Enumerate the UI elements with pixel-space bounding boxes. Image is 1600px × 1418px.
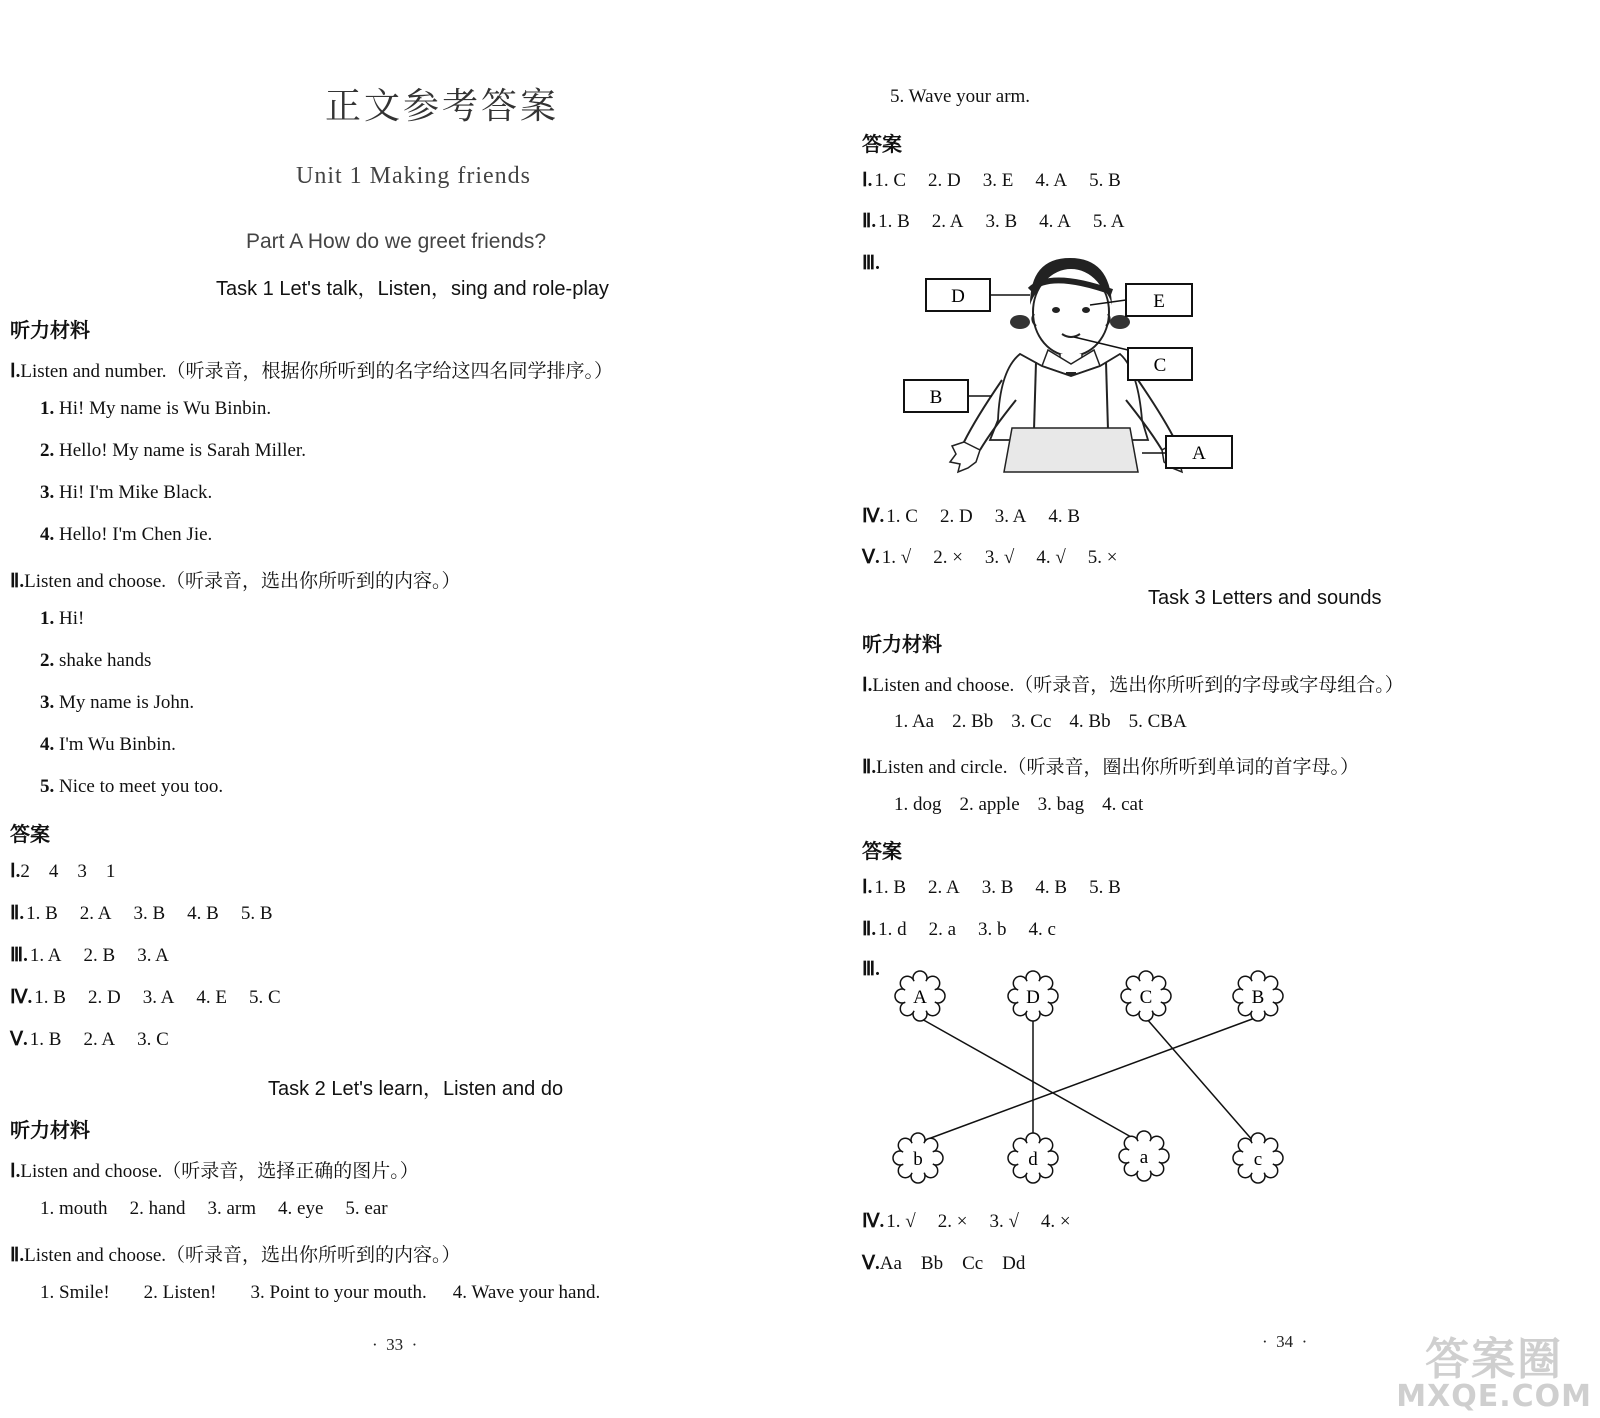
answer-item: 2. D xyxy=(87,987,121,1008)
instruction-text: Listen and circle.（听录音，圈出你所听到单词的首字母。） xyxy=(876,757,1359,778)
roman-numeral xyxy=(862,252,880,275)
skirt xyxy=(1004,428,1138,472)
answer-item: 1. B xyxy=(26,903,58,924)
answer-item: 4. A xyxy=(1039,211,1071,232)
answer-row xyxy=(10,902,295,925)
answer-item: 4. A xyxy=(1035,170,1068,191)
instruction-line xyxy=(10,1156,419,1183)
flower-label: a xyxy=(1139,1147,1149,1168)
answer-row xyxy=(862,1252,1025,1275)
item-row xyxy=(40,1198,410,1220)
instruction-text: Listen and choose.（听录音，选择正确的图片。） xyxy=(20,1161,419,1182)
roman-numeral: Ⅲ. xyxy=(10,945,28,966)
answer-item: 2. a xyxy=(928,919,957,940)
list-item: 3. bag xyxy=(1037,794,1085,815)
answer-item: 1. B xyxy=(29,1029,62,1050)
list-item xyxy=(40,650,151,672)
roman-numeral xyxy=(862,958,880,981)
flower-label: D xyxy=(1026,987,1040,1008)
answer-row xyxy=(10,944,191,967)
instruction-line xyxy=(10,356,613,383)
answer-item: 5. B xyxy=(1089,877,1121,898)
answer-item: 1. C xyxy=(886,506,918,527)
answer-item: 4. E xyxy=(196,987,228,1008)
roman-numeral: Ⅳ. xyxy=(862,1211,885,1232)
instruction-line xyxy=(862,752,1359,779)
item-number: 3. xyxy=(40,692,55,713)
task1-title: Task 1 Let's talk，Listen，sing and role-play xyxy=(216,278,609,300)
list-item: 1. mouth xyxy=(40,1198,108,1219)
roman-numeral: Ⅳ. xyxy=(862,506,885,527)
continued-item: 5. Wave your arm. xyxy=(890,86,1031,107)
item-row xyxy=(894,794,1165,816)
item-text: Hi! I'm Mike Black. xyxy=(59,482,213,503)
instruction-line xyxy=(10,1240,461,1267)
listening-heading: 听力材料 xyxy=(862,632,942,656)
pigtail-right xyxy=(1110,315,1130,329)
flower-label: B xyxy=(1251,987,1265,1008)
list-item: 5. ear xyxy=(345,1198,388,1219)
item-text: My name is John. xyxy=(59,692,195,713)
answer-item: 2. D xyxy=(928,170,961,191)
list-item xyxy=(40,776,223,798)
answer-item: 1. C xyxy=(874,170,907,191)
item-text: Hello! I'm Chen Jie. xyxy=(59,524,213,545)
answer-item: 3. A xyxy=(142,987,175,1008)
item-row xyxy=(894,711,1209,733)
list-item: 1. Smile! xyxy=(40,1282,110,1303)
answer-item: 2. A xyxy=(928,877,960,898)
label-b: B xyxy=(929,387,943,408)
list-item xyxy=(40,440,306,462)
watermark xyxy=(1396,1334,1592,1414)
answer-row xyxy=(862,546,1140,569)
roman-numeral: Ⅰ. xyxy=(10,861,21,882)
answer-item: 1. A xyxy=(29,945,62,966)
figure-roman: Ⅲ. xyxy=(862,253,880,274)
hand-left-icon xyxy=(950,442,980,472)
answer-row xyxy=(862,918,1078,941)
flower-label: c xyxy=(1253,1149,1263,1170)
answer-item: 1. B xyxy=(34,987,66,1008)
item-number: 1. xyxy=(40,608,55,629)
answer-item: 3. E xyxy=(982,170,1014,191)
match-line-c xyxy=(1146,1018,1254,1142)
list-item xyxy=(40,734,176,756)
answer-row xyxy=(862,210,1147,233)
roman-numeral: Ⅴ. xyxy=(10,1029,28,1050)
list-item xyxy=(40,398,271,420)
roman-numeral: Ⅳ. xyxy=(10,987,33,1008)
answer-item: 3. A xyxy=(994,506,1027,527)
answer-item: 1. √ xyxy=(881,547,912,568)
item-text: Hello! My name is Sarah Miller. xyxy=(59,440,306,461)
answer-item: 2. B xyxy=(83,945,116,966)
answer-row xyxy=(862,169,1143,192)
answer-text: Aa Bb Cc Dd xyxy=(879,1253,1026,1274)
list-item xyxy=(40,608,84,630)
answers-heading: 答案 xyxy=(862,132,902,156)
item-text: Hi! xyxy=(59,608,85,629)
instruction-text: Listen and choose.（听录音，选出你所听到的内容。） xyxy=(24,1245,461,1266)
answer-row xyxy=(10,860,115,883)
page-number: · 33 · xyxy=(372,1335,418,1354)
matching-roman: Ⅲ. xyxy=(862,959,880,980)
answer-item: 4. √ xyxy=(1036,547,1066,568)
list-item: 2. hand xyxy=(129,1198,186,1219)
answer-item: 4. B xyxy=(1048,506,1081,527)
answer-item: 4. B xyxy=(1035,877,1068,898)
answer-item: 4. × xyxy=(1040,1211,1071,1232)
item-text: Nice to meet you too. xyxy=(59,776,224,797)
list-item: 4. eye xyxy=(278,1198,324,1219)
roman-numeral: Ⅱ. xyxy=(10,1245,25,1266)
list-item xyxy=(40,524,212,546)
instruction-line xyxy=(862,670,1404,697)
label-c: C xyxy=(1153,355,1167,376)
answer-item: 1. √ xyxy=(886,1211,916,1232)
roman-numeral: Ⅱ. xyxy=(862,211,877,232)
matching-diagram xyxy=(880,960,1310,1200)
list-item: 2. apple xyxy=(959,794,1020,815)
answer-item: 5. C xyxy=(249,987,281,1008)
item-text: shake hands xyxy=(59,650,152,671)
answer-item: 1. d xyxy=(878,919,907,940)
list-item: 3. Point to your mouth. xyxy=(250,1282,427,1303)
list-item: 4. cat xyxy=(1102,794,1144,815)
answer-item: 4. B xyxy=(187,903,219,924)
part-title: Part A How do we greet friends? xyxy=(246,230,546,253)
watermark-line1: 答案圈 xyxy=(1425,1334,1564,1385)
answer-item: 3. √ xyxy=(984,547,1015,568)
answer-item: 3. B xyxy=(981,877,1014,898)
flower-label: C xyxy=(1139,987,1153,1008)
answer-item: 2. × xyxy=(937,1211,968,1232)
list-item: 1. dog xyxy=(894,794,942,815)
answer-item: 2. × xyxy=(933,547,963,568)
item-number: 3. xyxy=(40,482,55,503)
answer-item: 3. C xyxy=(137,1029,169,1050)
watermark-line2: MXQE.COM xyxy=(1396,1379,1592,1414)
item-number: 5. xyxy=(40,776,55,797)
label-d: D xyxy=(951,286,965,307)
answer-item: 1. B xyxy=(874,877,907,898)
instruction-text: Listen and choose.（听录音，选出你所听到的字母或字母组合。） xyxy=(872,675,1404,696)
answers-heading: 答案 xyxy=(862,839,902,863)
item-number: 2. xyxy=(40,650,55,671)
roman-numeral: Ⅰ. xyxy=(862,170,873,191)
answer-item: 3. b xyxy=(978,919,1007,940)
eye-left-icon xyxy=(1052,307,1060,313)
item-number: 2. xyxy=(40,440,55,461)
item-number: 1. xyxy=(40,398,55,419)
answer-item: 3. B xyxy=(985,211,1018,232)
item-number: 4. xyxy=(40,734,55,755)
answer-item: 2. A xyxy=(83,1029,116,1050)
page-title: 正文参考答案 xyxy=(325,86,560,127)
answer-item: 3. B xyxy=(133,903,166,924)
instruction-text: Listen and choose.（听录音，选出你所听到的内容。） xyxy=(24,571,461,592)
unit-title: Unit 1 Making friends xyxy=(296,163,531,189)
label-e: E xyxy=(1153,291,1165,312)
roman-numeral: Ⅱ. xyxy=(862,919,877,940)
answer-item: 2. A xyxy=(79,903,112,924)
answer-row xyxy=(862,1210,1093,1233)
flower-label: A xyxy=(913,987,927,1008)
answer-item: 5. × xyxy=(1087,547,1118,568)
answer-item: 4. c xyxy=(1028,919,1056,940)
roman-numeral: Ⅱ. xyxy=(10,903,25,924)
roman-numeral: Ⅴ. xyxy=(862,1253,880,1274)
pigtail-left xyxy=(1010,315,1030,329)
roman-numeral: Ⅱ. xyxy=(862,757,877,778)
answer-item: 2. A xyxy=(931,211,964,232)
answer-item: 5. B xyxy=(1089,170,1121,191)
answer-item: 5. B xyxy=(240,903,273,924)
eye-right-icon xyxy=(1082,307,1090,313)
list-item: 5. CBA xyxy=(1128,711,1187,732)
list-item: 3. arm xyxy=(207,1198,257,1219)
list-item: 4. Wave your hand. xyxy=(452,1282,601,1303)
task2-title: Task 2 Let's learn，Listen and do xyxy=(268,1078,564,1100)
answer-row xyxy=(862,876,1143,899)
answer-item: 3. A xyxy=(137,945,169,966)
roman-numeral: Ⅰ. xyxy=(10,1161,21,1182)
answer-text: 2 4 3 1 xyxy=(20,861,116,882)
answer-item: 3. √ xyxy=(989,1211,1019,1232)
roman-numeral: Ⅰ. xyxy=(862,877,873,898)
list-item: 3. Cc xyxy=(1011,711,1052,732)
item-text: Hi! My name is Wu Binbin. xyxy=(59,398,272,419)
label-a: A xyxy=(1192,443,1206,464)
answers-heading: 答案 xyxy=(10,822,50,846)
match-line-a xyxy=(920,1018,1140,1142)
roman-numeral: Ⅰ. xyxy=(862,675,873,696)
roman-numeral: Ⅰ. xyxy=(10,361,21,382)
flower-label: b xyxy=(913,1149,923,1170)
item-number: 4. xyxy=(40,524,55,545)
list-item: 2. Listen! xyxy=(143,1282,217,1303)
listening-heading: 听力材料 xyxy=(10,318,90,342)
list-item: 2. Bb xyxy=(952,711,994,732)
list-item xyxy=(40,482,212,504)
answer-row xyxy=(10,1028,191,1051)
answer-item: 2. D xyxy=(939,506,973,527)
roman-numeral: Ⅴ. xyxy=(862,547,880,568)
instruction-text: Listen and number.（听录音，根据你所听到的名字给这四名同学排序。） xyxy=(20,361,614,382)
body-parts-figure xyxy=(880,250,1260,490)
answer-item: 1. B xyxy=(878,211,910,232)
answer-item: 5. A xyxy=(1092,211,1125,232)
roman-numeral: Ⅱ. xyxy=(10,571,25,592)
item-text: I'm Wu Binbin. xyxy=(59,734,176,755)
match-line-b xyxy=(920,1018,1255,1142)
list-item: 1. Aa xyxy=(894,711,935,732)
item-row xyxy=(40,1282,622,1304)
listening-heading: 听力材料 xyxy=(10,1118,90,1142)
answer-row xyxy=(862,505,1102,528)
answer-row xyxy=(10,986,303,1009)
task3-title: Task 3 Letters and sounds xyxy=(1148,587,1382,609)
instruction-line xyxy=(10,566,461,593)
list-item xyxy=(40,692,194,714)
page-number: · 34 · xyxy=(1262,1332,1308,1351)
flower-label: d xyxy=(1028,1149,1038,1170)
list-item: 4. Bb xyxy=(1069,711,1111,732)
